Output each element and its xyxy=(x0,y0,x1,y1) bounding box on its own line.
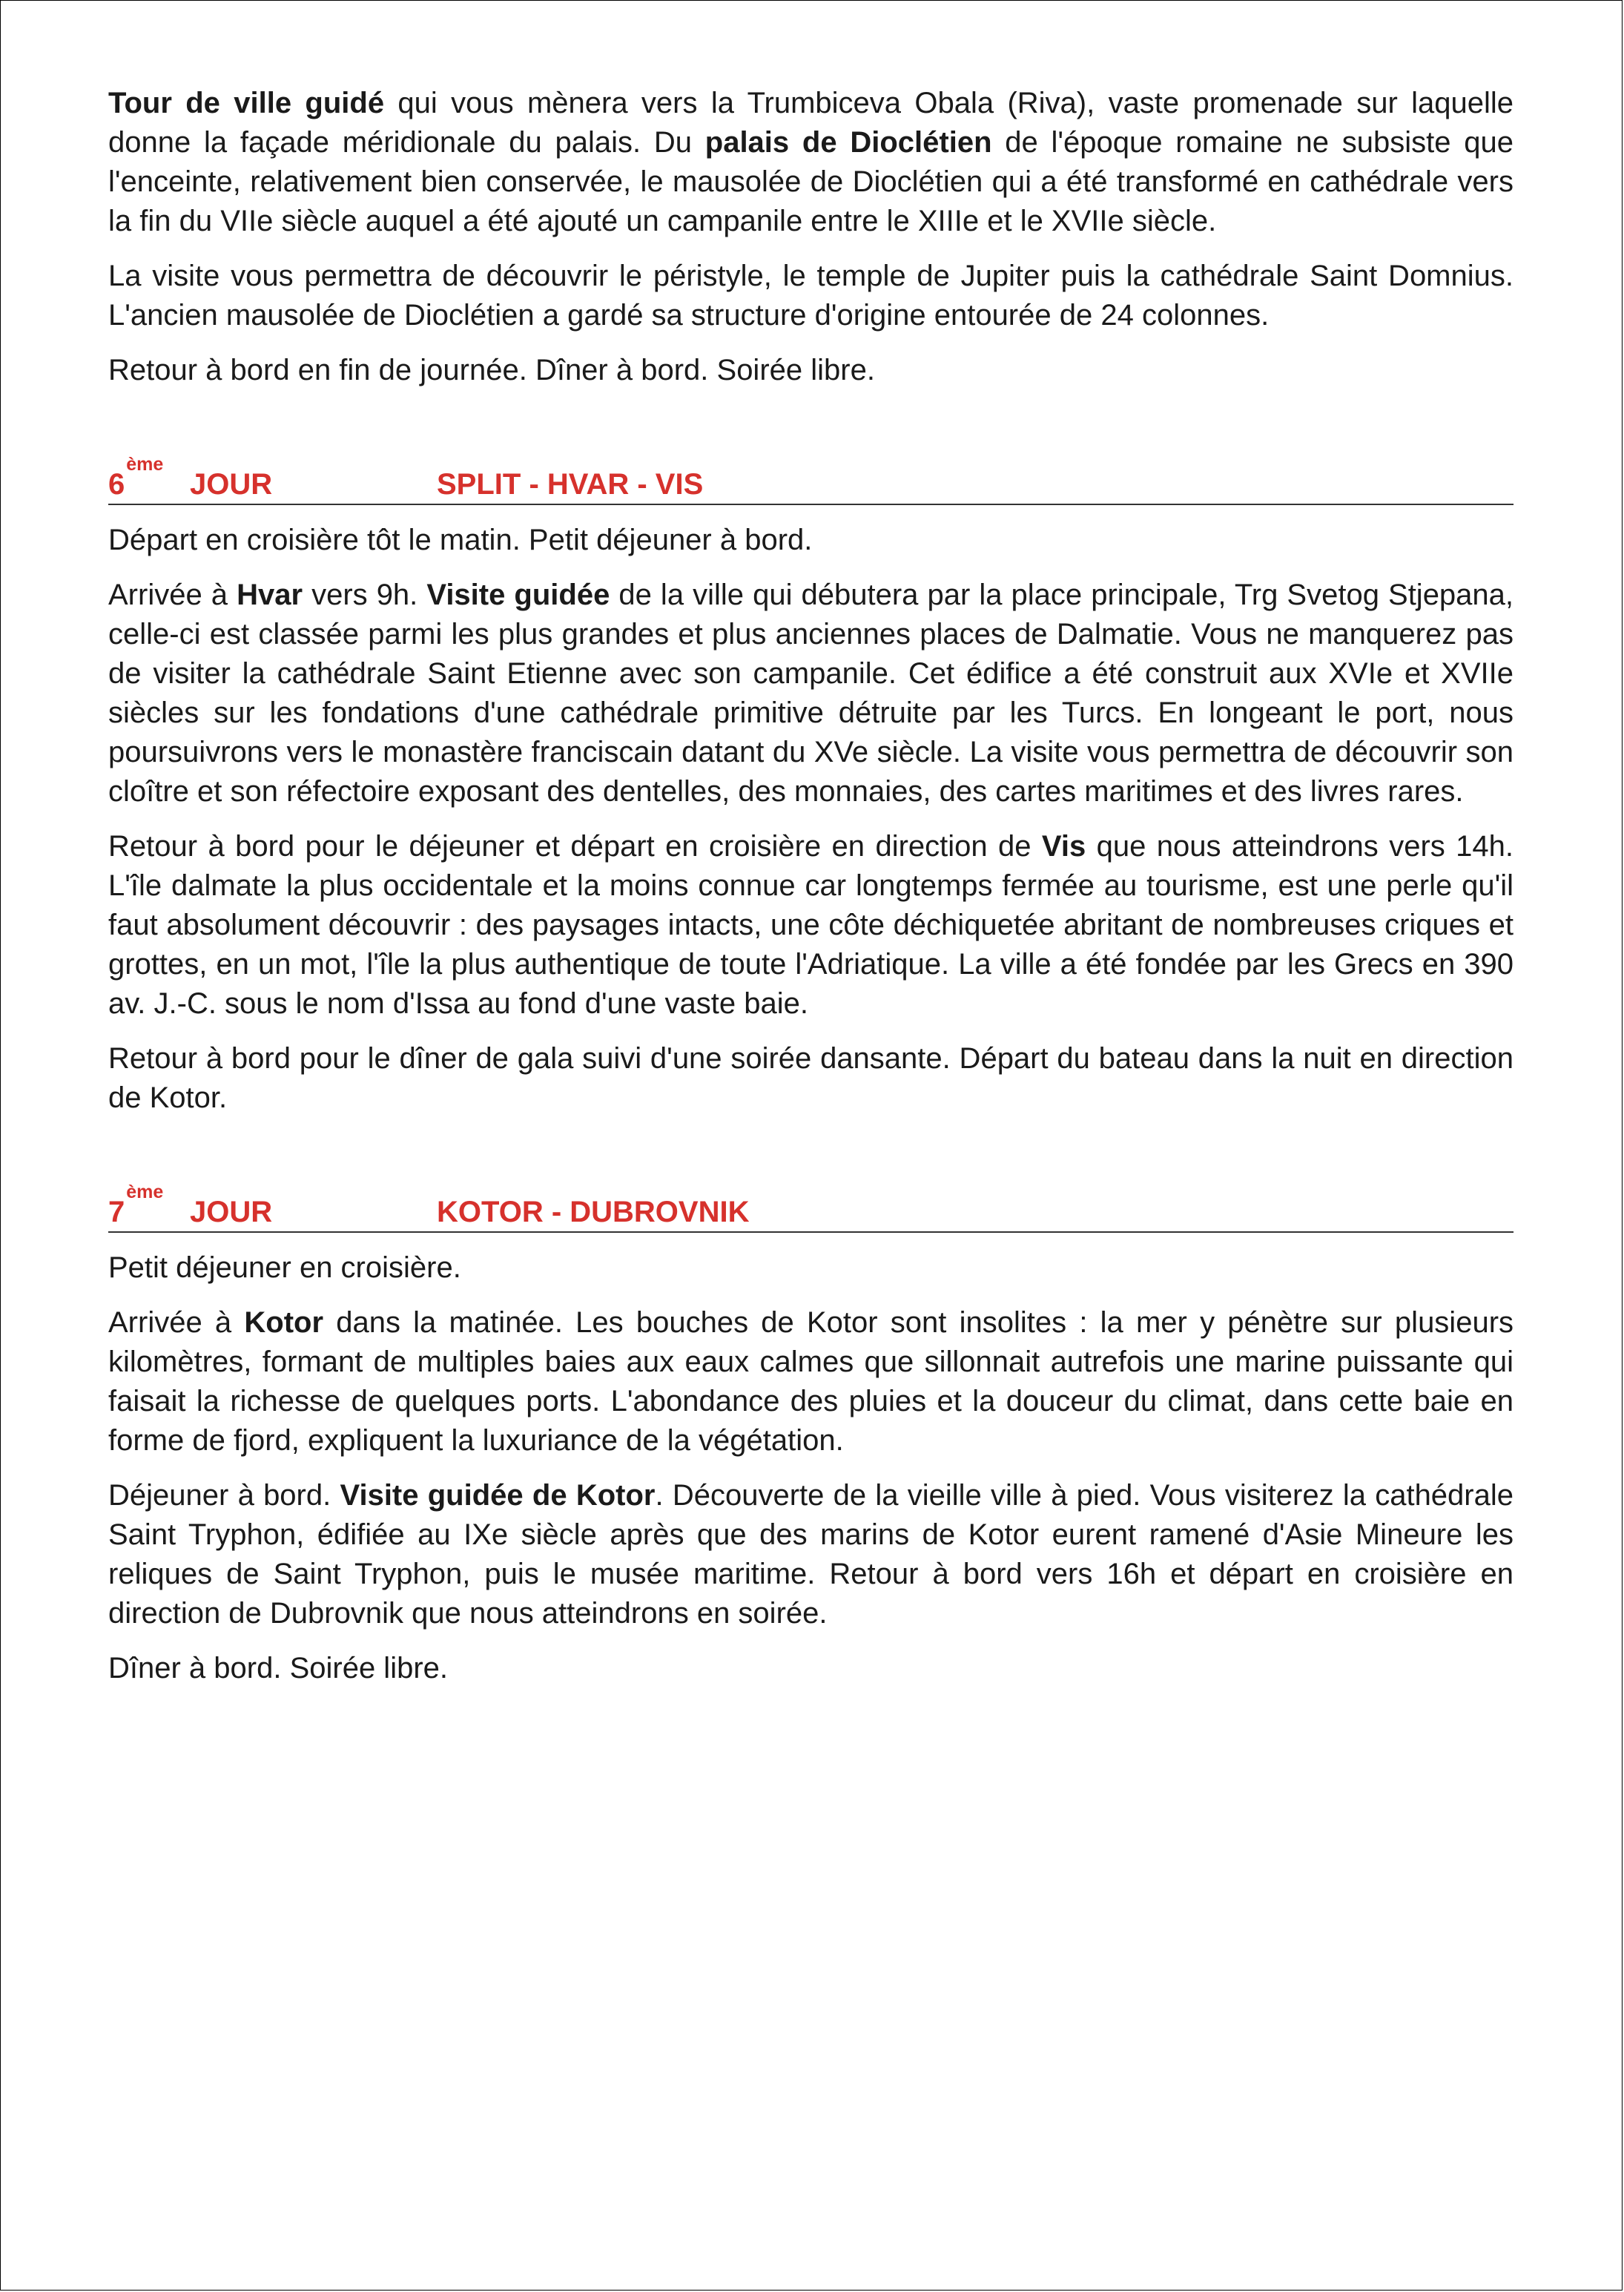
bold-phrase: Visite guidée de Kotor xyxy=(340,1479,656,1512)
text-run: Retour à bord pour le déjeuner et départ en croisière en direction de xyxy=(108,830,1042,863)
text-run: Arrivée à xyxy=(108,1306,245,1339)
day-route: SPLIT - HVAR - VIS xyxy=(437,468,704,501)
day-6-header xyxy=(108,453,1514,505)
intro-paragraph-2: La visite vous permettra de découvrir le péristyle, le temple de Jupiter puis la cathédrale Saint Domnius. L'ancien mausolée de Dioclétien a gardé sa structure d'origine entourée de 24 colonnes. xyxy=(108,260,1514,332)
bold-phrase: Hvar xyxy=(237,579,303,611)
intro-paragraph-1 xyxy=(108,84,1514,241)
day-7-paragraph-4: Dîner à bord. Soirée libre. xyxy=(108,1652,449,1685)
day-number xyxy=(108,1181,164,1231)
page-content xyxy=(108,84,1514,1704)
day-number-digit: 7 xyxy=(108,1196,125,1228)
day-number-suffix: ème xyxy=(126,453,164,475)
bold-phrase: Kotor xyxy=(244,1306,324,1339)
day-label: JOUR xyxy=(190,1196,273,1228)
day-number-suffix: ème xyxy=(126,1181,164,1202)
bold-phrase: Visite guidée xyxy=(426,579,610,611)
text-run: Déjeuner à bord. xyxy=(108,1479,340,1512)
bold-phrase: palais de Dioclétien xyxy=(704,126,992,159)
day-6-paragraph-3 xyxy=(108,827,1514,1024)
day-label: JOUR xyxy=(190,468,273,501)
bold-phrase: Vis xyxy=(1041,830,1086,863)
day-7-paragraph-2 xyxy=(108,1303,1514,1461)
text-run: vers 9h. xyxy=(303,579,427,611)
day-7-paragraph-3 xyxy=(108,1476,1514,1633)
day-6-paragraph-1: Départ en croisière tôt le matin. Petit déjeuner à bord. xyxy=(108,524,813,556)
day-route: KOTOR - DUBROVNIK xyxy=(437,1196,750,1228)
day-7-paragraph-1: Petit déjeuner en croisière. xyxy=(108,1251,461,1284)
bold-phrase: Tour de ville guidé xyxy=(108,87,385,119)
intro-paragraph-3: Retour à bord en fin de journée. Dîner à bord. Soirée libre. xyxy=(108,354,875,386)
text-run: de la ville qui débutera par la place principale, Trg Svetog Stjepana, celle-ci est classée parmi les plus grandes et plus anciennes places de Dalmatie. Vous ne manquerez pas de visiter la cathédrale Saint Etienne avec son campanile. Cet édifice a été construit aux XVIe et XVIIe siècles sur les fondations d'une cathédrale primitive détruite par les Turcs. En longeant le port, nous poursuivrons vers le monastère franciscain datant du XVe siècle. La visite vous permettra de découvrir son cloître et son réfectoire exposant des dentelles, des monnaies, des cartes maritimes et des livres rares. xyxy=(108,579,1514,808)
day-number-digit: 6 xyxy=(108,468,125,501)
text-run: dans la matinée. Les bouches de Kotor sont insolites : la mer y pénètre sur plusieurs kilomètres, formant de multiples baies aux eaux calmes que sillonnait autrefois une marine puissante qui faisait la richesse de quelques ports. L'abondance des pluies et la douceur du climat, dans cette baie en forme de fjord, expliquent la luxuriance de la végétation. xyxy=(108,1306,1514,1457)
day-6-paragraph-2 xyxy=(108,576,1514,811)
text-run: qui vous mènera vers la Trumbiceva Obala (Riva), vaste promenade sur laquelle donne la façade méridionale du palais. Du xyxy=(108,87,1514,159)
text-run: Arrivée à xyxy=(108,579,237,611)
day-6-paragraph-4: Retour à bord pour le dîner de gala suivi d'une soirée dansante. Départ du bateau dans la nuit en direction de Kotor. xyxy=(108,1042,1514,1114)
text-run: de l'époque romaine ne subsiste que l'enceinte, relativement bien conservée, le mausolée de Dioclétien qui a été transformé en cathédrale vers la fin du VIIe siècle auquel a été ajouté un campanile entre le XIIIe et le XVIIe siècle. xyxy=(108,126,1514,237)
text-run: que nous atteindrons vers 14h. L'île dalmate la plus occidentale et la moins connue car longtemps fermée au tourisme, est une perle qu'il faut absolument découvrir : des paysages intacts, une côte déchiquetée abritant de nombreuses criques et grottes, en un mot, l'île la plus authentique de toute l'Adriatique. La ville a été fondée par les Grecs en 390 av. J.-C. sous le nom d'Issa au fond d'une vaste baie. xyxy=(108,830,1514,1020)
day-number xyxy=(108,453,164,504)
text-run: . Découverte de la vieille ville à pied. Vous visiterez la cathédrale Saint Tryphon, édifiée au IXe siècle après que des marins de Kotor eurent ramené d'Asie Mineure les reliques de Saint Tryphon, puis le musée maritime. Retour à bord vers 16h et départ en croisière en direction de Dubrovnik que nous atteindrons en soirée. xyxy=(108,1479,1514,1630)
day-7-header xyxy=(108,1181,1514,1233)
